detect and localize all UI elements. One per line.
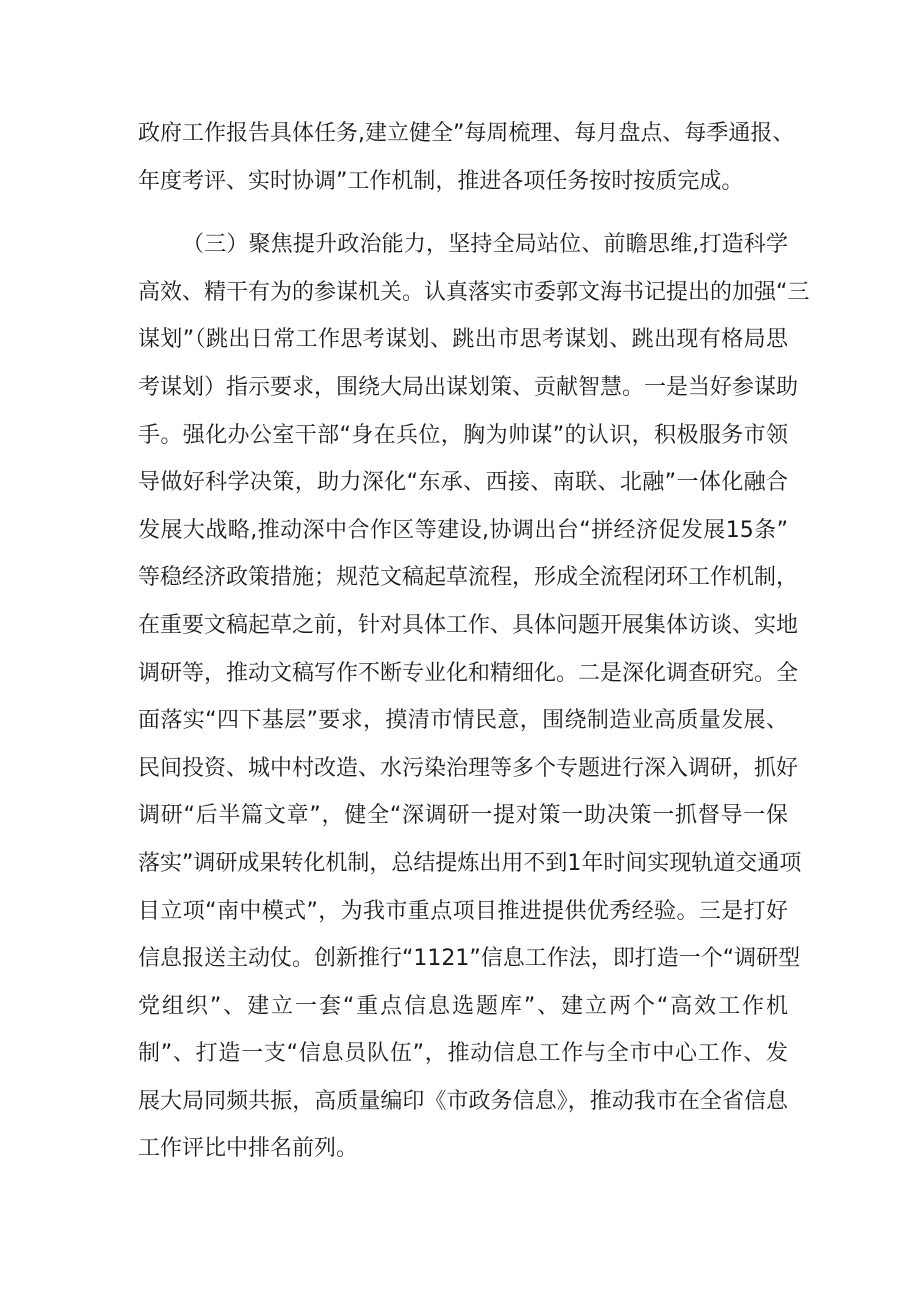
paragraph-2-line-18: 制”、打造一支“信息员队伍”，推动信息工作与全市中心工作、发 — [138, 1041, 788, 1067]
paragraph-2-line-19: 展大局同频共振，高质量编印《市政务信息》，推动我市在全省信息 — [138, 1088, 788, 1114]
paragraph-2-line-3: 谋划”（跳出日常工作思考谋划、跳出市思考谋划、跳出现有格局思 — [138, 327, 788, 353]
paragraph-2-line-16: 信息报送主动仗。创新推行“1121”信息工作法，即打造一个“调研型 — [138, 946, 801, 972]
paragraph-2-line-5: 手。强化办公室干部“身在兵位，胸为帅谋”的认识，积极服务市领 — [138, 422, 788, 448]
paragraph-gap — [138, 205, 788, 221]
paragraph-2-line-6: 导做好科学决策，助力深化“东承、西接、南联、北融”一体化融合 — [138, 470, 788, 496]
paragraph-2-line-8: 等稳经济政策措施；规范文稿起草流程，形成全流程闭环工作机制， — [138, 565, 799, 591]
paragraph-2-line-20: 工作评比中排名前列。 — [138, 1136, 359, 1162]
paragraph-1-line-1: 政府工作报告具体任务,建立健全”每周梳理、每月盘点、每季通报、 — [138, 121, 795, 146]
paragraph-2-line-7: 发展大战略,推动深中合作区等建设,协调出台“拼经济促发展15条” — [138, 517, 788, 543]
paragraph-2-line-13: 调研“后半篇文章”，健全“深调研一提对策一助决策一抓督导一保 — [138, 803, 788, 829]
paragraph-2-line-1: （三）聚焦提升政治能力，坚持全局站位、前瞻思维,打造科学 — [182, 232, 788, 258]
paragraph-2-line-14: 落实”调研成果转化机制，总结提炼出用不到1年时间实现轨道交通项 — [138, 850, 802, 876]
paragraph-1-line-2: 年度考评、实时协调”工作机制，推进各项任务按时按质完成。 — [138, 168, 744, 194]
paragraph-2-line-4: 考谋划）指示要求，围绕大局出谋划策、贡献智慧。一是当好参谋助 — [138, 374, 799, 400]
paragraph-2-line-15: 目立项“南中模式”，为我市重点项目推进提供优秀经验。三是打好 — [138, 898, 788, 924]
paragraph-2-line-2: 高效、精干有为的参谋机关。认真落实市委郭文海书记提出的加强“三 — [138, 279, 810, 305]
document-body — [138, 110, 810, 1173]
paragraph-2-line-11: 面落实“四下基层”要求，摸清市情民意，围绕制造业高质量发展、 — [138, 708, 788, 734]
paragraph-2-line-12: 民间投资、城中村改造、水污染治理等多个专题进行深入调研，抓好 — [138, 755, 799, 781]
paragraph-2-line-9: 在重要文稿起草之前，针对具体工作、具体问题开展集体访谈、实地 — [138, 612, 799, 638]
paragraph-2-line-17: 党组织”、建立一套“重点信息选题库”、建立两个“高效工作机 — [138, 993, 788, 1019]
paragraph-2-line-10: 调研等，推动文稿写作不断专业化和精细化。二是深化调查研究。全 — [138, 660, 799, 686]
